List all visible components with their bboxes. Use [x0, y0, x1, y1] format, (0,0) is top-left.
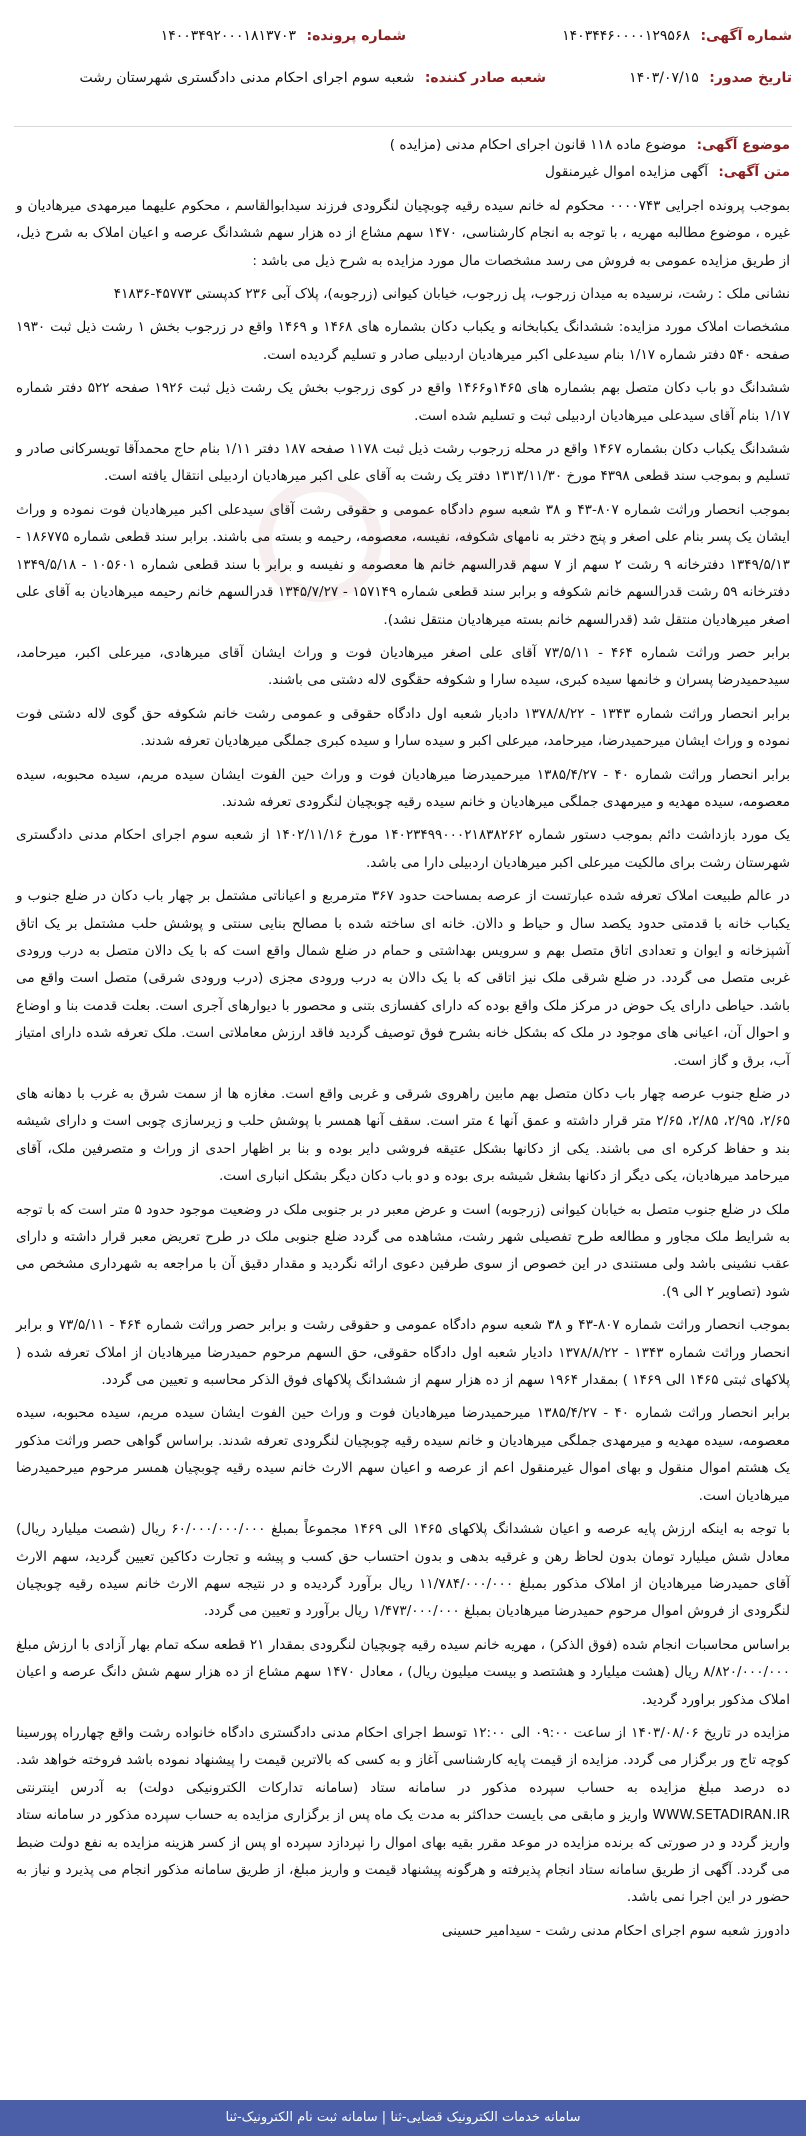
issue-date: ۱۴۰۳/۰۷/۱۵ [629, 70, 699, 86]
paragraph: در ضلع جنوب عرصه چهار باب دکان متصل بهم مابین راهروی شرقی و غربی واقع است. مغازه ها از سمت شرق به غرب با دهانه های ۲/۶۵، ۲/۹۵، ۲/۸۵، ۲/۶۵ متر قرار داشته و عمق آنها ٤ متر است. سقف آنها همسر با پوشش حلب و زیرسازی چوبی است و دارای شیشه بند و حفاظ کرکره ای می باشند. یکی از دکانها بشکل عتیقه فروشی دایر بوده و بنا بر اظهار احدی از وراث و متصرفین ملک، آقای میرحامد میرهادیان، یکی دیگر از دکانها بشغل شیشه بری بوده و دو باب دکان دیگر بشکل انباری است. [16, 1086, 790, 1185]
paragraph: برابر حصر وراثت شماره ۴۶۴ - ۷۳/۵/۱۱ آقای علی اصغر میرهادیان فوت و وراث ایشان آقای میرهادی، میرعلی اکبر، میرحامد، سیدحمیدرضا پسران و خانمها سیده کبری، سیده سارا و شکوفه حقگوی لاله دشتی می باشند. [16, 644, 790, 689]
paragraph: بموجب انحصار وراثت شماره ۸۰۷-۴۳ و ۳۸ شعبه سوم دادگاه عمومی و حقوقی رشت آقای سیدعلی اکبر میرهادیان فوت نموده و وراث ایشان یک پسر بنام علی اصغر و پنج دختر به نامهای شکوفه، نفیسه، معصومه، رحیمه و بسته می باشند. برابر سند قطعی شماره ۱۸۶۷۷۵ - ۱۳۴۹/۵/۱۳ دفترخانه ۹ رشت ۲ سهم از ۷ سهم قدرالسهم خانم ها معصومه و نفیسه و برابر با سند قطعی شماره ۱۰۵۶۰۱ - ۱۳۴۹/۵/۱۸ دفترخانه ۵۹ رشت قدرالسهم خانم شکوفه و برابر سند قطعی شماره ۱۵۷۱۴۹ - ۱۳۴۵/۷/۲۷ قدرالسهم خانم رحیمه میرهادیان به آقای علی اصغر میرهادیان منتقل شد (قدرالسهم خانم بسته میرهادیان منتقل نشد). [16, 501, 790, 628]
paragraph: نشانی ملک : رشت، نرسیده به میدان زرجوب، پل زرجوب، خیابان کیوانی (زرجوبه)، پلاک آبی ۲۳۶ کدپستی ۴۵۷۷۳-۴۱۸۳۶ [113, 286, 790, 303]
paragraph: برابر انحصار وراثت شماره ۴۰ - ۱۳۸۵/۴/۲۷ میرحمیدرضا میرهادیان فوت و وراث حین الفوت ایشان سیده مریم، سیده محبوبه، سیده معصومه، سیده مهدیه و میرمهدی جملگی میرهادیان و خانم سیده رقیه چوبچیان لنگرودی تعرفه شدند. [16, 766, 790, 810]
issuer: شعبه سوم اجرای احکام مدنی دادگستری شهرستان رشت [79, 70, 415, 86]
footer-links[interactable]: سامانه خدمات الکترونیک قضایی-ثنا | سامانه ثبت نام الکترونیک-ثنا [225, 2110, 581, 2125]
issuer-label: شعبه صادر کننده: [424, 70, 546, 86]
ad-number: ۱۴۰۳۴۴۶۰۰۰۰۱۲۹۵۶۸ [562, 28, 690, 44]
issuer-row [80, 70, 546, 100]
paragraph: یک مورد بازداشت دائم بموجب دستور شماره ۱۴۰۲۳۴۹۹۰۰۰۲۱۸۳۸۲۶۲ مورخ ۱۴۰۲/۱۱/۱۶ از شعبه سوم اجرای احکام مدنی دادگستری شهرستان رشت برای مالکیت میرعلی اکبر میرهادیان اردبیلی دارا می باشد. [16, 827, 790, 871]
case-number-label: شماره پرونده: [306, 28, 406, 44]
signature-line: دادورز شعبه سوم اجرای احکام مدنی رشت - سیدامیر حسینی [441, 1922, 790, 1939]
paragraph: براساس محاسبات انجام شده (فوق الذکر) ، مهریه خانم سیده رقیه چوبچیان لنگرودی بمقدار ۲۱ قطعه سکه تمام بهار آزادی با ارزش مبلغ ۸/۸۲۰/۰۰۰/۰۰۰ ریال (هشت میلیارد و هشتصد و بیست میلیون ریال) ، معادل ۱۴۷۰ سهم مشاع از ده هزار سهم شش دانگ عرصه و اعیان املاک مذکور براورد گردید. [16, 1636, 791, 1708]
subject-label: موضوع آگهی: [696, 137, 790, 153]
case-number: ۱۴۰۰۳۴۹۲۰۰۰۱۸۱۳۷۰۳ [160, 28, 297, 44]
paragraph: برابر انحصار وراثت شماره ۱۳۴۳ - ۱۳۷۸/۸/۲۲ دادیار شعبه اول دادگاه حقوقی و عمومی رشت خانم شکوفه حق گوی لاله دشتی فوت نموده و وراث ایشان میرحمیدرضا، میرحامد، میرعلی اکبر و سیده سارا و سیده کبری جملگی میرهادیان تعرفه شدند. [16, 705, 790, 750]
paragraph: مزایده در تاریخ ۱۴۰۳/۰۸/۰۶ از ساعت ۰۹:۰۰ الی ۱۲:۰۰ توسط اجرای احکام مدنی دادگستری دادگاه خانواده رشت واقع چهارراه پورسینا کوچه تاج ور برگزار می گردد. مزایده از قیمت پایه کارشناسی آغاز و به کسی که بالاترین قیمت را پیشنهاد نموده باشد فروخته خواهد شد. ده درصد مبلغ مزایده به حساب سپرده مذکور در سامانه ستاد (سامانه تدارکات الکترونیکی دولت) به آدرس اینترنتی WWW.SETADIRAN.IR واریز و مابقی می بایست حداکثر به مدت یک ماه پس از برگزاری مزایده به حساب سپرده مذکور در سامانه ستاد واریز گردد و در صورتی که برنده مزایده در موعد مقرر بقیه بهای اموال را نپردازد سپرده او پس از کسر هزینه مزایده به نفع دولت ضبط می گردد. آگهی از طریق سامانه ستاد انجام پذیرفته و هرگونه پیشنهاد قیمت و واریز مبلغ، از طریق سامانه مذکور انجام می پذیرد و نیاز به حضور در این اجرا نمی باشد. [16, 1724, 790, 1906]
paragraph: ششدانگ دو باب دکان متصل بهم بشماره های ۱۴۶۵و۱۴۶۶ واقع در کوی زرجوب بخش یک رشت ذیل ثبت ۱۹۲۶ صفحه ۵۲۲ دفتر شماره ۱/۱۷ بنام آقای سیدعلی میرهادیان اردبیلی ثبت و تسلیم شده است. [16, 380, 791, 424]
paragraph: با توجه به اینکه ارزش پایه عرصه و اعیان ششدانگ پلاکهای ۱۴۶۵ الی ۱۴۶۹ مجموعاً بمبلغ ۶۰/۰۰۰/۰۰۰/۰۰۰ ریال (شصت میلیارد ریال) معادل شش میلیارد تومان بدون لحاظ رهن و غرقیه بدهی و بدون احتساب حق کسب و پیشه و تجارت دکاکین تعیین گردید، سهم الارث آقای حمیدرضا میرهادیان از املاک مذکور بمبلغ ۱۱/۷۸۴/۰۰۰/۰۰۰ ریال برآورد گردیده و در نتیجه سهم الارث خانم سیده رقیه چوبچیان لنگرودی از فروش اموال مرحوم حمیدرضا میرهادیان بمبلغ ۱/۴۷۳/۰۰۰/۰۰۰ ریال برآورد و تعیین می گردد. [16, 1521, 790, 1620]
ad-number-row [562, 28, 792, 58]
paragraph: ششدانگ یکباب دکان بشماره ۱۴۶۷ واقع در محله زرجوب رشت ذیل ثبت ۱۱۷۸ صفحه ۱۸۷ دفتر ۱/۱۱ بنام حاج محمدآقا تویسرکانی صادر و تسلیم و بموجب سند قطعی ۴۳۹۸ مورخ ۱۳۱۳/۱۱/۳۰ دفتر یک رشت به آقای علی اکبر میرهادیان اردبیلی انتقال یافته است. [16, 441, 790, 485]
ad-number-label: شماره آگهی: [700, 28, 792, 44]
intro-line [16, 159, 790, 186]
ad-body [16, 132, 790, 1945]
intro-label: متن آگهی: [718, 164, 790, 181]
paragraph: بموجب انحصار وراثت شماره ۸۰۷-۴۳ و ۳۸ شعبه سوم دادگاه عمومی و حقوقی رشت و برابر حصر وراثت شماره ۴۶۴ - ۷۳/۵/۱۱ و برابر انحصار وراثت شماره ۱۳۴۳ - ۱۳۷۸/۸/۲۲ دادیار شعبه اول دادگاه حقوقی، حق السهم مرحوم حمیدرضا میرهادیان از املاک تعرفه شده ( پلاکهای ثبتی ۱۴۶۵ الی ۱۴۶۹ ) بمقدار ۱۹۶۴ سهم از ده هزار سهم از ششدانگ پلاکهای فوق الذکر محاسبه و تعیین می گردد. [16, 1317, 790, 1389]
header-divider [14, 126, 792, 127]
intro-value: آگهی مزایده اموال غیرمنقول [544, 164, 708, 181]
paragraph: در عالم طبیعت املاک تعرفه شده عبارتست از عرصه بمساحت حدود ۳۶۷ مترمربع و اعیاناتی مشتمل بر چهار باب دکان در ضلع جنوب و یکباب خانه با قدمتی حدود یکصد سال و حیاط و دالان. خانه ای ساخته شده با مصالح بنایی سنتی و پوشش حلب مشتمل بر یک اتاق آشپزخانه و ایوان و تعدادی اتاق متصل بهم و سرویس بهداشتی و حمام در ضلع شمال واقع است که با یک دالان متصل به درب ورودی غربی متصل می گردد. در ضلع شرقی ملک نیز اتاقی که با یک دالان به درب ورودی مجزی (درب ورودی شرقی) متصل است واقع می باشد. حیاطی دارای یک حوض در مرکز ملک واقع بوده که دارای کفسازی بتنی و محصور با دیوارهای آجری است. بعلت قدمت بنا و اوضاع و احوال آن، اعیانی های موجود در ملک که بشکل خانه بشرح فوق توصیف گردید فاقد ارزش معاملاتی است. ملک تعرفه شده دارای امتیاز آب، برق و گاز است. [16, 888, 790, 1069]
paragraph: ملک در ضلع جنوب متصل به خیابان کیوانی (زرجوبه) است و عرض معبر در بر جنوبی ملک در وضعیت موجود حدود ۵ متر است که با توجه به شرایط ملک مجاور و مطالعه طرح تفصیلی شهر رشت، مشاهده می گردد ضلع جنوبی ملک در طرح تعریض معبر قرار داشته و دارای عقب نشینی باشد ولی مستندی در این خصوص از سوی طرفین دعوی ارائه نگردید و مقدار دقیق آن با مراجعه به شهرداری مشخص می شود (تصاویر ۲ الی ۹). [16, 1201, 790, 1300]
issue-date-row [629, 70, 792, 100]
paragraph: مشخصات املاک مورد مزایده: ششدانگ یکبابخانه و یکباب دکان بشماره های ۱۴۶۸ و ۱۴۶۹ واقع در زرجوب بخش ۱ رشت ذیل ثبت ۱۹۳۰ صفحه ۵۴۰ دفتر شماره ۱/۱۷ بنام سیدعلی اکبر میرهادیان اردبیلی صادر و تسلیم گردیده است. [16, 319, 790, 363]
footer-bar [0, 2100, 806, 2136]
issue-date-label: تاریخ صدور: [709, 70, 792, 86]
subject-line [16, 132, 790, 159]
subject-value: موضوع ماده ۱۱۸ قانون اجرای احکام مدنی (مزایده ) [389, 137, 687, 153]
paragraph: بموجب پرونده اجرایی ۰۰۰۰۷۴۳ محکوم له خانم سیده رقیه چوبچیان لنگرودی فرزند سیدابوالقاسم ، محکوم علیهما میرمهدی میرهادیان و غیره ، موضوع مطالبه مهریه ، با توجه به انجام کارشناسی، ۱۴۷۰ سهم مشاع از ده هزار سهم ششدانگ عرصه و اعیان املاک به شرح ذیل، از طریق مزایده عمومی به فروش می رسد مشخصات مال مورد مزایده به شرح ذیل می باشد : [16, 197, 790, 269]
ad-header [0, 0, 806, 126]
case-number-row [161, 28, 406, 58]
paragraph: برابر انحصار وراثت شماره ۴۰ - ۱۳۸۵/۴/۲۷ میرحمیدرضا میرهادیان فوت و وراث حین الفوت ایشان سیده مریم، سیده محبوبه، سیده معصومه، سیده مهدیه و میرمهدی جملگی میرهادیان و خانم سیده رقیه چوبچیان لنگرودی تعرفه شدند. براساس گواهی حصر وراثت مذکور یک هشتم اموال منقول و بهای اموال غیرمنقول اعم از عرصه و اعیان سهم الارث خانم سیده رقیه چوبچیان همسر مرحوم میرحمیدرضا میرهادیان است. [16, 1405, 790, 1504]
